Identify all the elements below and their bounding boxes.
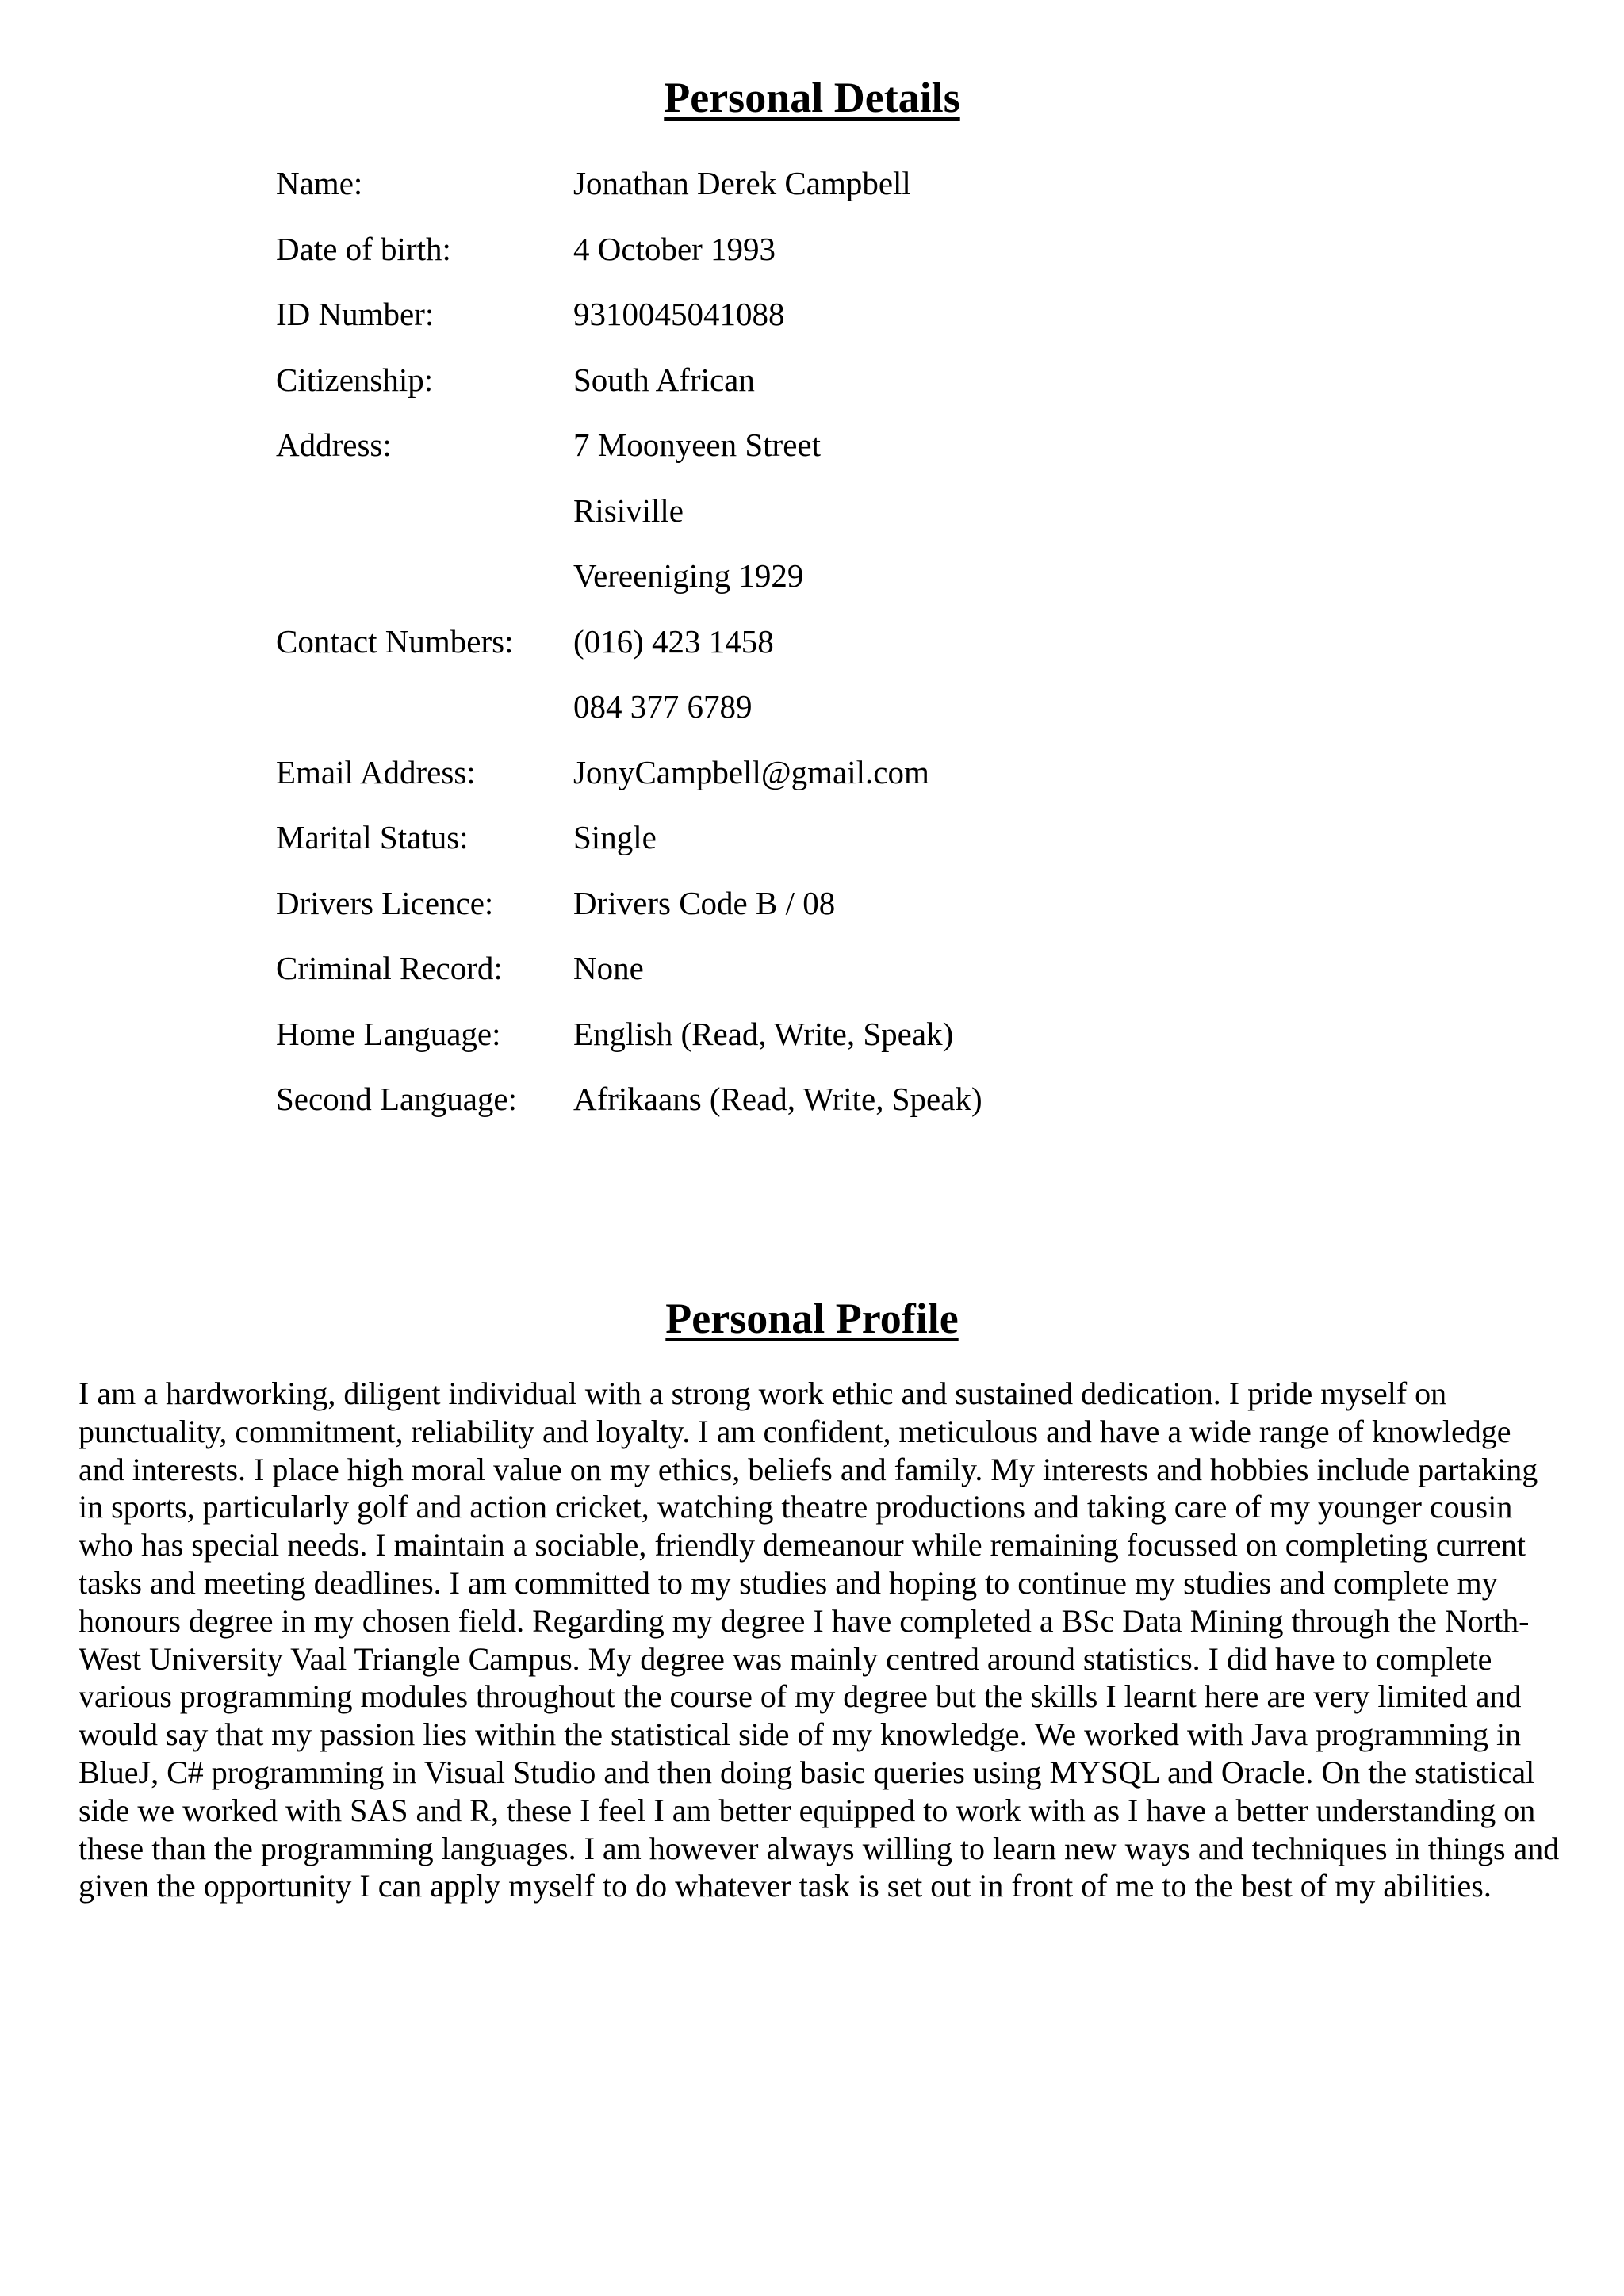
detail-label: ID Number: <box>276 296 435 332</box>
detail-label: Marital Status: <box>276 819 469 855</box>
detail-row <box>276 1074 1465 1140</box>
detail-row <box>276 748 1465 813</box>
detail-row <box>276 289 1465 355</box>
personal-details-list <box>276 159 1465 1140</box>
detail-label: Address: <box>276 427 392 463</box>
detail-row <box>276 159 1465 224</box>
detail-value: 4 October 1993 <box>573 230 776 267</box>
detail-label: Criminal Record: <box>276 950 503 986</box>
detail-value: 9310045041088 <box>573 296 785 332</box>
detail-row <box>276 878 1465 944</box>
detail-row <box>276 355 1465 421</box>
detail-row <box>276 224 1465 290</box>
detail-value: South African <box>573 361 755 398</box>
detail-label: Citizenship: <box>276 361 434 398</box>
detail-label: Drivers Licence: <box>276 884 494 921</box>
detail-value: Single <box>573 819 657 855</box>
detail-label: Second Language: <box>276 1081 517 1117</box>
detail-value: Jonathan Derek Campbell <box>573 165 911 201</box>
detail-value: (016) 423 1458 <box>573 622 774 660</box>
detail-row <box>276 486 1465 552</box>
personal-details-heading: Personal Details <box>664 74 960 121</box>
detail-value: English (Read, Write, Speak) <box>573 1015 954 1052</box>
detail-row <box>276 420 1465 486</box>
detail-value: Afrikaans (Read, Write, Speak) <box>573 1081 982 1117</box>
detail-row <box>276 682 1465 748</box>
detail-value: None <box>573 950 644 986</box>
detail-row <box>276 813 1465 878</box>
detail-value: JonyCampbell@gmail.com <box>573 753 929 790</box>
personal-profile-paragraph: I am a hardworking, diligent individual with a strong work ethic and sustained dedication. I pride myself on punctuality, commitment, reliability and loyalty. I am confident, meticulous and have a wide range of knowledge and interests. I place high moral value on my ethics, beliefs and family. My interests and hobbies include partaking in sports, particularly golf and action cricket, watching theatre productions and taking care of my younger cousin who has special needs. I maintain a sociable, friendly demeanour while remaining focussed on completing current tasks and meeting deadlines. I am committed to my studies and hoping to continue my studies and complete my honours degree in my chosen field. Regarding my degree I have completed a BSc Data Mining through the North-West University Vaal Triangle Campus. My degree was mainly centred around statistics. I did have to complete various programming modules throughout the course of my degree but the skills I learnt here are very limited and would say that my passion lies within the statistical side of my knowledge. We worked with Java programming in BlueJ, C# programming in Visual Studio and then doing basic queries using MYSQL and Oracle. On the statistical side we worked with SAS and R, these I feel I am better equipped to work with as I have a better understanding on these than the programming languages. I am however always willing to learn new ways and techniques in things and given the opportunity I can apply myself to do whatever task is set out in front of me to the best of my abilities. <box>79 1376 1560 1904</box>
detail-row <box>276 1009 1465 1075</box>
detail-label: Name: <box>276 165 363 201</box>
detail-value: 7 Moonyeen Street <box>573 427 821 463</box>
detail-label: Contact Numbers: <box>276 622 514 660</box>
detail-row <box>276 617 1465 683</box>
detail-row <box>276 551 1465 617</box>
detail-label: Home Language: <box>276 1015 501 1052</box>
detail-label: Date of birth: <box>276 230 451 267</box>
detail-value: Risiville <box>573 492 684 529</box>
personal-profile-heading: Personal Profile <box>665 1295 959 1342</box>
detail-label: Email Address: <box>276 753 476 790</box>
detail-value: 084 377 6789 <box>573 688 753 725</box>
detail-row <box>276 943 1465 1009</box>
detail-value: Drivers Code B / 08 <box>573 884 836 921</box>
detail-value: Vereeniging 1929 <box>573 557 804 594</box>
